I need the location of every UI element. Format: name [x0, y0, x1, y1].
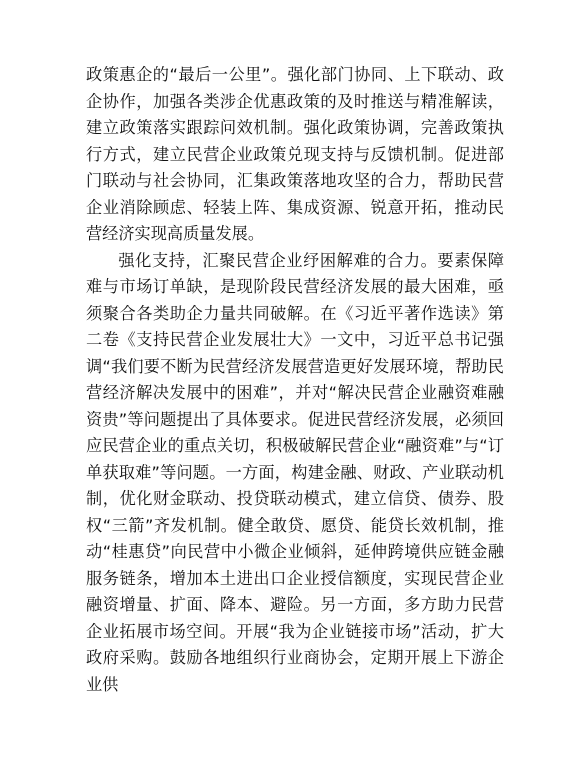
- document-page: [86, 62, 504, 698]
- paragraph-2: 强化支持，汇聚民营企业纾困解难的合力。要素保障难与市场订单缺，是现阶段民营经济发展的最大困难，亟须聚合各类助企力量共同破解。在《习近平著作选读》第二卷《支持民营企业发展壮大》一文中，习近平总书记强调“我们要不断为民营经济发展营造更好发展环境，帮助民营经济解决发展中的困难”，并对“解决民营企业融资难融资贵”等问题提出了具体要求。促进民营经济发展，必须回应民营企业的重点关切，积极破解民营企业“融资难”与“订单获取难”等问题。一方面，构建金融、财政、产业联动机制，优化财金联动、投贷联动模式，建立信贷、债券、股权“三箭”齐发机制。健全敢贷、愿贷、能贷长效机制，推动“桂惠贷”向民营中小微企业倾斜，延伸跨境供应链金融服务链条，增加本土进出口企业授信额度，实现民营企业融资增量、扩面、降本、避险。另一方面，多方助力民营企业拓展市场空间。开展“我为企业链接市场”活动，扩大政府采购。鼓励各地组织行业商协会，定期开展上下游企业供: [86, 250, 504, 694]
- paragraph-1: 政策惠企的“最后一公里”。强化部门协同、上下联动、政企协作，加强各类涉企优惠政策的及时推送与精准解读，建立政策落实跟踪问效机制。强化政策协调，完善政策执行方式，建立民营企业政策兑现支持与反馈机制。促进部门联动与社会协同，汇集政策落地攻坚的合力，帮助民营企业消除顾虑、轻装上阵、集成资源、锐意开拓，推动民营经济实现高质量发展。: [86, 65, 504, 243]
